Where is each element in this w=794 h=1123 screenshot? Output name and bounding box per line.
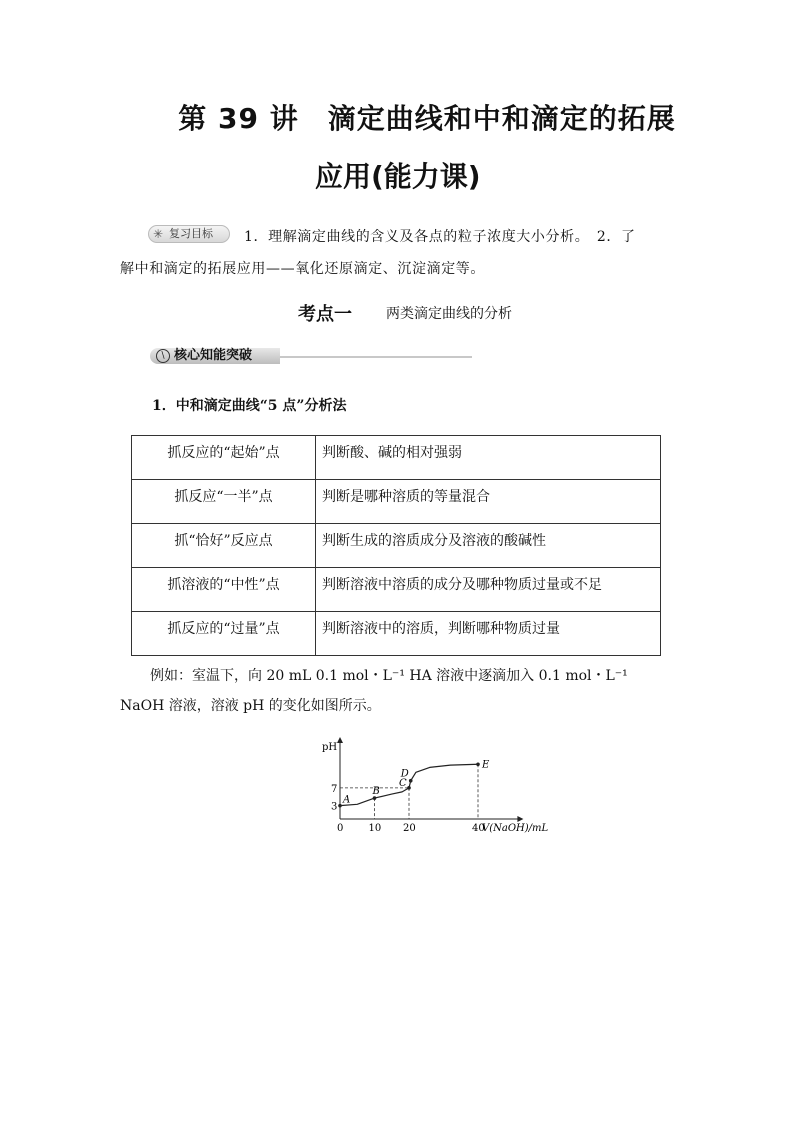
data-point (409, 779, 413, 783)
table-row (132, 568, 661, 612)
table-cell-desc: 判断生成的溶质成分及溶液的酸碱性 (316, 524, 661, 568)
lesson-title-line1: 第 39 讲 滴定曲线和中和滴定的拓展 (178, 102, 676, 135)
review-goal-text-line1: 1．理解滴定曲线的含义及各点的粒子浓度大小分析。 2．了 (244, 229, 636, 245)
y-axis-label: pH (322, 742, 338, 753)
data-point (407, 786, 411, 790)
slash-circle-icon: \ (156, 349, 170, 363)
x-axis-label: V(NaOH)/mL (482, 823, 549, 834)
ph-titration-chart (318, 735, 549, 835)
review-goal-badge-label: 复习目标 (169, 227, 213, 240)
point-label: A (343, 794, 351, 806)
table-cell-point: 抓反应的“过量”点 (132, 612, 316, 656)
core-knowledge-label: 核心知能突破 (174, 348, 253, 363)
kaodian-title: 考点一 (298, 304, 352, 325)
example-text-line2: NaOH 溶液，溶液 pH 的变化如图所示。 (120, 698, 381, 714)
point-label: E (482, 759, 490, 771)
table-cell-point: 抓溶液的“中性”点 (132, 568, 316, 612)
table-row (132, 480, 661, 524)
example-text-line1: 例如：室温下，向 20 mL 0.1 mol・L⁻¹ HA 溶液中逐滴加入 0.1 mol・L⁻¹ (150, 668, 628, 684)
divider (280, 356, 472, 358)
data-point (476, 762, 480, 766)
lesson-title-line2: 应用(能力课) (315, 160, 481, 193)
y-tick-label: 7 (331, 783, 338, 795)
five-point-table (131, 435, 661, 656)
table-row (132, 524, 661, 568)
y-tick-label: 3 (331, 801, 338, 813)
review-goal-badge (148, 225, 230, 243)
x-tick-label: 40 (472, 823, 485, 834)
table-row (132, 436, 661, 480)
kaodian-subtitle: 两类滴定曲线的分析 (386, 306, 512, 322)
review-goal-text-line2: 解中和滴定的拓展应用——氧化还原滴定、沉淀滴定等。 (120, 261, 485, 277)
table-row (132, 612, 661, 656)
table-cell-desc: 判断酸、碱的相对强弱 (316, 436, 661, 480)
table-cell-point: 抓反应的“起始”点 (132, 436, 316, 480)
table-cell-point: 抓“恰好”反应点 (132, 524, 316, 568)
core-knowledge-banner (150, 348, 472, 364)
x-tick-label: 0 (337, 823, 344, 834)
table-cell-point: 抓反应“一半”点 (132, 480, 316, 524)
point-label: C (399, 777, 407, 789)
point-label: D (400, 768, 409, 780)
y-axis-arrow (337, 737, 343, 743)
data-point (338, 804, 342, 808)
table-cell-desc: 判断是哪种溶质的等量混合 (316, 480, 661, 524)
section-heading: 1．中和滴定曲线“5 点”分析法 (152, 398, 347, 414)
x-tick-label: 10 (368, 823, 382, 834)
table-cell-desc: 判断溶液中的溶质，判断哪种物质过量 (316, 612, 661, 656)
sparkle-icon: ✳ (153, 227, 164, 241)
x-tick-label: 20 (403, 823, 416, 834)
table-cell-desc: 判断溶液中溶质的成分及哪种物质过量或不足 (316, 568, 661, 612)
x-axis-arrow (517, 816, 523, 822)
point-label: B (372, 786, 380, 798)
